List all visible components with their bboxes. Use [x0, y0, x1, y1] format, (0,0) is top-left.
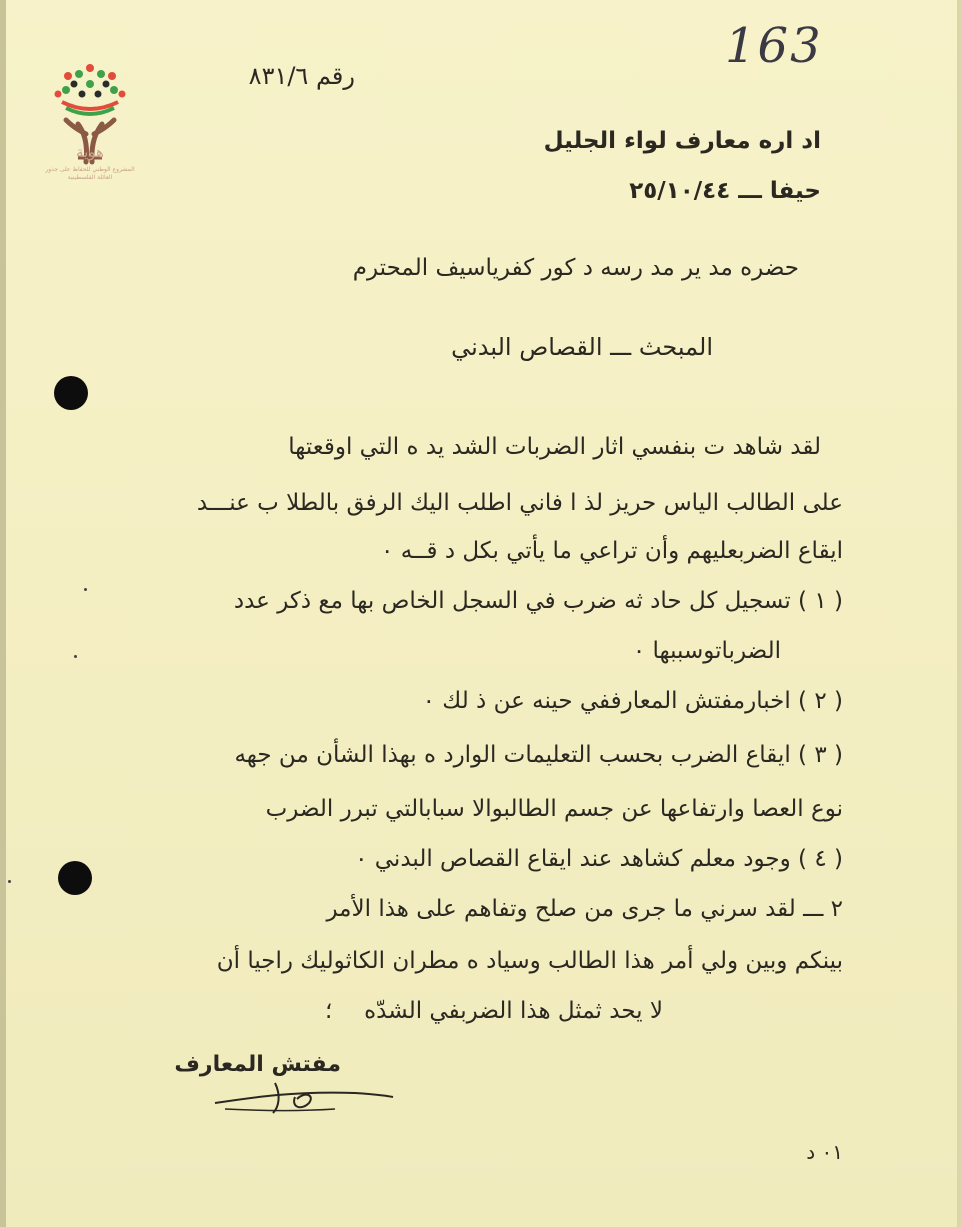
- item-1-line-2: الضرباتوسببها ٠: [632, 638, 781, 664]
- paragraph-1-line-3: ايقاع الضربعليهم وأن تراعي ما يأتي بكل د قــه ٠: [381, 538, 843, 564]
- scan-speck: [74, 655, 77, 658]
- paragraph-1-line-2: على الطالب الياس حريز لذ ا فاني اطلب اليك الرفق بالطلا ب عنـــد: [196, 490, 843, 516]
- scan-speck: [84, 588, 87, 591]
- tree-of-people-logo-icon: [48, 34, 132, 184]
- letterhead-office: اد اره معارف لواء الجليل: [543, 128, 821, 154]
- paragraph-2-line-3: لا يحد ثمثل هذا الضربفي الشدّه: [364, 998, 663, 1024]
- item-1-line-1: ( ١ ) تسجيل كل حاد ثه ضرب في السجل الخاص بها مع ذكر عدد: [233, 588, 843, 614]
- logo-text: هوية: [76, 143, 104, 161]
- paragraph-2-line-1: ٢ ـــ لقد سرني ما جرى من صلح وتفاهم على هذا الأمر: [326, 896, 843, 922]
- end-mark: ؛: [325, 998, 333, 1024]
- page-number: 163: [725, 18, 823, 74]
- scan-edge-left: [0, 0, 6, 1227]
- item-3-line-2: نوع العصا وارتفاعها عن جسم الطالبوالا سبابالتي تبرر الضرب: [265, 796, 843, 822]
- handwritten-signature-icon: [205, 1075, 395, 1115]
- punch-hole-top: [54, 376, 88, 410]
- scan-edge-right: [957, 0, 961, 1227]
- signature-title: مفتش المعارف: [174, 1052, 341, 1077]
- punch-hole-bottom: [58, 861, 92, 895]
- logo-subtitle: المشروع الوطني للحفاظ على جذور العائلة الفلسطينية: [45, 166, 135, 181]
- paragraph-2-line-2: بينكم وبين ولي أمر هذا الطالب وسياد ه مطران الكاثوليك راجيا أن: [216, 948, 843, 974]
- footer-code: ٠١ د: [806, 1140, 843, 1164]
- scan-speck: [8, 880, 11, 883]
- paragraph-1-line-1: لقد شاهد ت بنفسي اثار الضربات الشد يد ه التي اوقعتها: [288, 434, 821, 460]
- item-4: ( ٤ ) وجود معلم كشاهد عند ايقاع القصاص البدني ٠: [355, 846, 843, 872]
- item-3-line-1: ( ٣ ) ايقاع الضرب بحسب التعليمات الوارد ه بهذا الشأن من جهه: [234, 742, 843, 768]
- letterhead-place-date: حيفا ـــ ٢٥/١٠/٤٤: [629, 178, 821, 204]
- item-2: ( ٢ ) اخبارمفتش المعارففي حينه عن ذ لك ٠: [422, 688, 843, 714]
- addressee: حضره مد ير مد رسه د كور كفرياسيف المحترم: [352, 255, 799, 281]
- reference-number: رقم ٨٣١/٦: [248, 62, 355, 90]
- subject-line: المبحث ـــ القصاص البدني: [451, 333, 713, 361]
